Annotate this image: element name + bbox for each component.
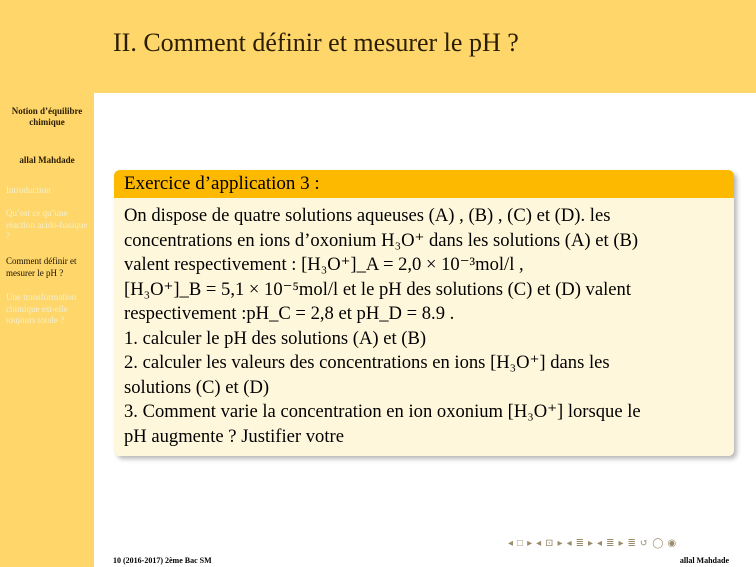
nav-document-icon[interactable]: ≣ [606,538,615,549]
exercise-line: concentrations en ions d’oxonium H₃O⁺ dans les solutions (A) et (B) [124,229,639,251]
nav-section-icon[interactable]: ≣ [575,538,584,549]
nav-search-icon[interactable]: ◯ [652,538,664,549]
exercise-line: valent respectivement : [H₃O⁺]_A = 2,0 × 10⁻³mol/l , [124,254,524,275]
sidebar-item-reaction-acido-basique[interactable]: Qu’est ce qu’une réaction acido-basique ? [6,208,88,241]
sidebar [0,0,94,567]
nav-prev-frame-icon[interactable]: ◂ [508,538,514,549]
exercise-line: On dispose de quatre solutions aqueuses (A) , (B) , (C) et (D). les [124,205,611,226]
exercise-line: 1. calculer le pH des solutions (A) et (B) [124,327,427,349]
nav-zoom-icon[interactable]: ◉ [667,538,677,549]
nav-next-frame-icon[interactable]: ▸ [527,538,533,549]
exercise-line: respectivement :pH_C = 2,8 et pH_D = 8.9 . [124,303,455,324]
nav-prev-section-icon[interactable]: ◂ [566,538,572,549]
exercise-line: solutions (C) et (D) [124,376,270,398]
exercise-line: [H₃O⁺]_B = 5,1 × 10⁻⁵mol/l et le pH des solutions (C) et (D) valent [124,278,631,300]
sidebar-item-transformation[interactable]: Une transformation chimique est-elle toujours totale ? [6,292,77,325]
footer-left: 10 (2016-2017) 2ème Bac SM [113,556,212,565]
beamer-navigation [508,538,676,549]
presentation-title: Notion d’équilibre chimique [11,106,83,127]
nav-next-icon[interactable]: ▸ [618,538,624,549]
footer-right: allal Mahdade [679,556,729,565]
nav-next-section-icon[interactable]: ▸ [587,538,594,549]
nav-align-icon[interactable]: ≣ [627,538,636,549]
nav-frame-icon[interactable]: □ [517,538,524,549]
slide-title: II. Comment définir et mesurer le pH ? [113,28,519,57]
exercise-block-title: Exercice d’application 3 : [114,170,734,198]
sidebar-author: allal Mahdade [19,155,75,165]
nav-subsection-icon[interactable]: ⊡ [545,538,554,549]
nav-prev-icon[interactable]: ◂ [597,538,603,549]
nav-back-icon[interactable]: ↺ [639,538,649,549]
nav-prev-subsection-icon[interactable]: ◂ [536,538,542,549]
exercise-line: 2. calculer les valeurs des concentrations en ions [H₃O⁺] dans les [124,352,610,373]
exercise-block [114,170,734,456]
sidebar-item-ph[interactable]: Comment définir et mesurer le pH ? [6,256,77,278]
exercise-line: 3. Comment varie la concentration en ion oxonium [H₃O⁺] lorsque le [124,401,641,422]
exercise-block-body [114,198,734,456]
nav-next-subsection-icon[interactable]: ▸ [557,538,563,549]
exercise-line: pH augmente ? Justifier votre [124,425,344,447]
sidebar-item-introduction[interactable]: Introduction [6,185,51,195]
